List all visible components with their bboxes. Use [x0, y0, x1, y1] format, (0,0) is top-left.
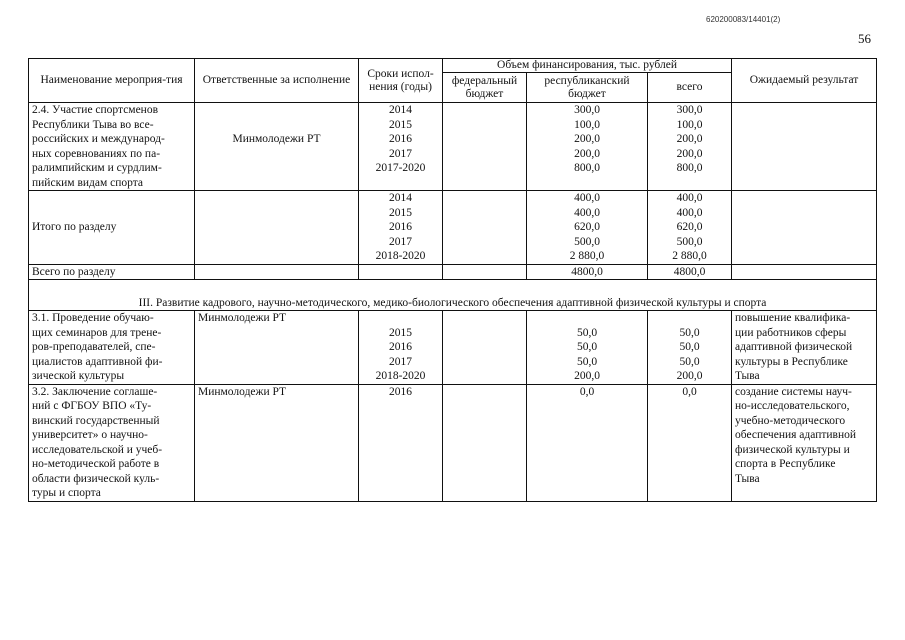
row-2-4-years: 2014 2015 2016 2017 2017-2020 [359, 103, 443, 191]
section-3-title: III. Развитие кадрового, научно-методического, медико-биологического обеспечения адаптивной физической культуры и спорта [29, 280, 877, 311]
header-terms: Сроки испол-нения (годы) [359, 59, 443, 103]
row-3-2-total: 0,0 [648, 384, 732, 501]
vsego-result [732, 264, 877, 280]
header-responsible: Ответственные за исполнение [195, 59, 359, 103]
row-3-1-result: повышение квалифика- ции работников сферы адаптивной физической культуры в Республике Тыва [732, 311, 877, 385]
row-3-2-name: 3.2. Заключение соглаше- ний с ФГБОУ ВПО «Ту- винский государственный университет» о научно- исследовательской и учеб- но-методической работе в области физической куль- туры и спорта [29, 384, 195, 501]
header-total: всего [648, 73, 732, 103]
itogo-total: 400,0 400,0 620,0 500,0 2 880,0 [648, 191, 732, 265]
row-3-1-years: 2015 2016 2017 2018-2020 [359, 311, 443, 385]
table-row-3-2 [29, 384, 877, 501]
itogo-republic: 400,0 400,0 620,0 500,0 2 880,0 [527, 191, 648, 265]
table-row-vsego [29, 264, 877, 280]
header-funding: Объем финансирования, тыс. рублей [443, 59, 732, 73]
vsego-republic: 4800,0 [527, 264, 648, 280]
row-2-4-result [732, 103, 877, 191]
row-3-1-republic: 50,0 50,0 50,0 200,0 [527, 311, 648, 385]
itogo-name: Итого по разделу [29, 191, 195, 265]
funding-table [28, 58, 877, 502]
row-3-1-name: 3.1. Проведение обучаю- щих семинаров для трене- ров-преподавателей, спе- циалистов адаптивной фи- зической культуры [29, 311, 195, 385]
vsego-years [359, 264, 443, 280]
itogo-responsible [195, 191, 359, 265]
row-2-4-federal [443, 103, 527, 191]
header-federal: федеральный бюджет [443, 73, 527, 103]
itogo-years: 2014 2015 2016 2017 2018-2020 [359, 191, 443, 265]
row-3-2-responsible: Минмолодежи РТ [195, 384, 359, 501]
header-republic: республиканский бюджет [527, 73, 648, 103]
row-2-4-name: 2.4. Участие спортсменов Республики Тыва во все- российских и международ- ных соревнованиях по па- ралимпийским и сурдлим- пийским видам спорта [29, 103, 195, 191]
row-3-1-responsible: Минмолодежи РТ [195, 311, 359, 385]
page-number: 56 [858, 31, 871, 46]
row-2-4-republic: 300,0 100,0 200,0 200,0 800,0 [527, 103, 648, 191]
row-3-2-republic: 0,0 [527, 384, 648, 501]
row-2-4-total: 300,0 100,0 200,0 200,0 800,0 [648, 103, 732, 191]
row-2-4-responsible: Минмолодежи РТ [195, 103, 359, 191]
table-row-itogo [29, 191, 877, 265]
row-3-1-total: 50,0 50,0 50,0 200,0 [648, 311, 732, 385]
vsego-total: 4800,0 [648, 264, 732, 280]
table-row-3-1 [29, 311, 877, 385]
vsego-name: Всего по разделу [29, 264, 195, 280]
row-3-2-year: 2016 [359, 384, 443, 501]
row-3-1-federal [443, 311, 527, 385]
itogo-federal [443, 191, 527, 265]
header-result: Ожидаемый результат [732, 59, 877, 103]
vsego-federal [443, 264, 527, 280]
table-row-2-4 [29, 103, 877, 191]
itogo-result [732, 191, 877, 265]
header-name: Наименование мероприя-тия [29, 59, 195, 103]
vsego-responsible [195, 264, 359, 280]
section-3-row [29, 280, 877, 311]
document-id: 620200083/14401(2) [706, 15, 781, 24]
row-3-2-result: создание системы науч- но-исследовательского, учебно-методического обеспечения адаптивной физической культуры и спорта в Республике Тыва [732, 384, 877, 501]
row-3-2-federal [443, 384, 527, 501]
